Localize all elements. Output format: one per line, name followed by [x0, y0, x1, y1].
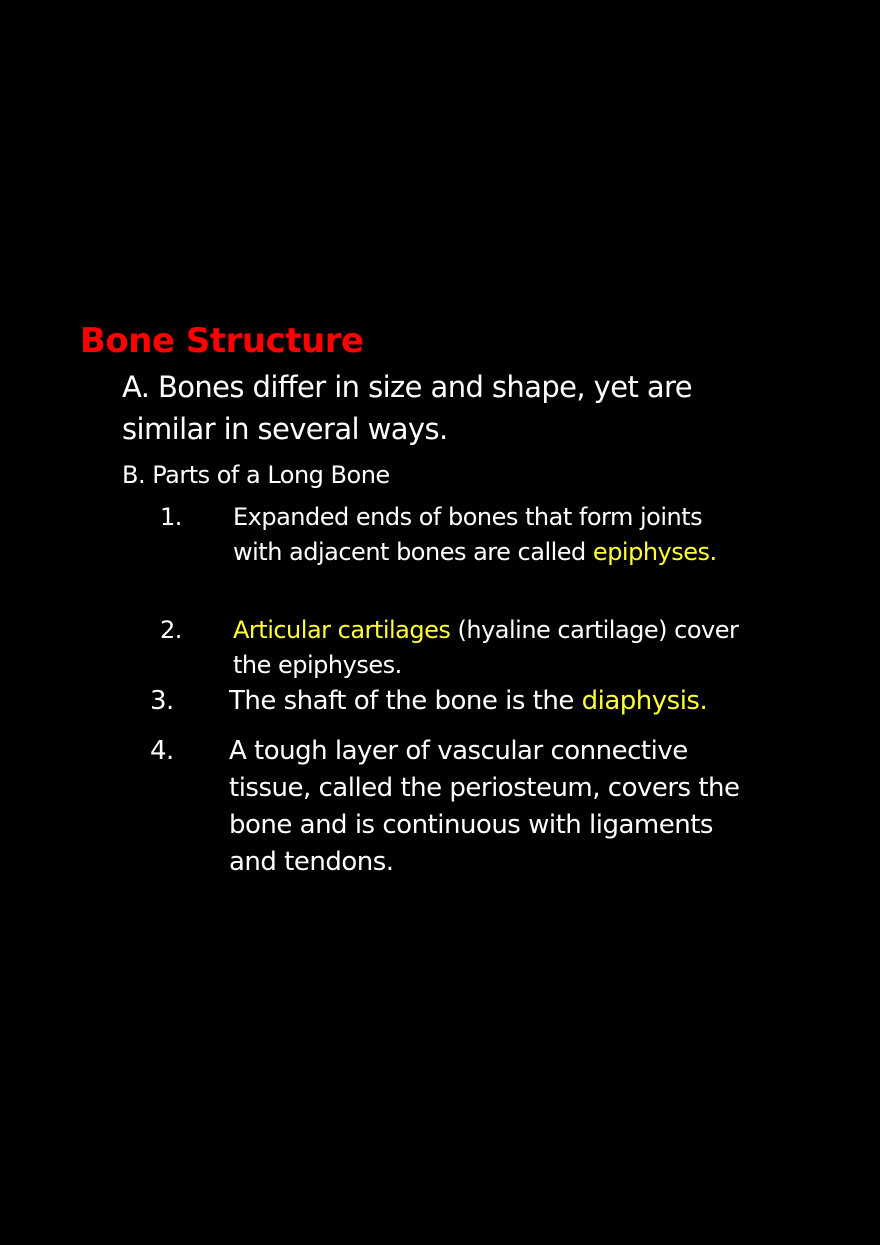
highlighted-term: diaphysis.	[581, 686, 708, 716]
list-item-number: 3.	[150, 686, 174, 716]
list-item-text	[233, 613, 753, 682]
list-item-1	[160, 500, 733, 569]
point-a: A. Bones differ in size and shape, yet are similar in several ways.	[122, 370, 692, 446]
list-item-number: 1.	[160, 503, 182, 531]
list-item-4	[150, 733, 749, 881]
item-text-before: The shaft of the bone is the	[229, 686, 582, 716]
slide-title: Bone Structure	[80, 321, 364, 361]
point-b-heading: B. Parts of a Long Bone	[122, 461, 390, 489]
list-item-number: 4.	[150, 736, 174, 766]
highlighted-term: Articular cartilages	[233, 616, 451, 644]
list-item-number: 2.	[160, 616, 182, 644]
list-item-2	[160, 613, 753, 682]
list-item-3	[150, 683, 789, 720]
item-text-before: A tough layer of vascular connective tissue, called the periosteum, covers the bone and is continuous with ligaments and tendons.	[229, 736, 740, 877]
item-text-before: Expanded ends of bones that form joints with adjacent bones are called	[233, 503, 703, 566]
item-text-after: (hyaline cartilage) cover the epiphyses.	[233, 616, 739, 679]
list-item-text	[233, 500, 733, 569]
list-item-text	[229, 733, 749, 881]
highlighted-term: epiphyses.	[592, 537, 717, 566]
list-item-text	[229, 683, 789, 720]
